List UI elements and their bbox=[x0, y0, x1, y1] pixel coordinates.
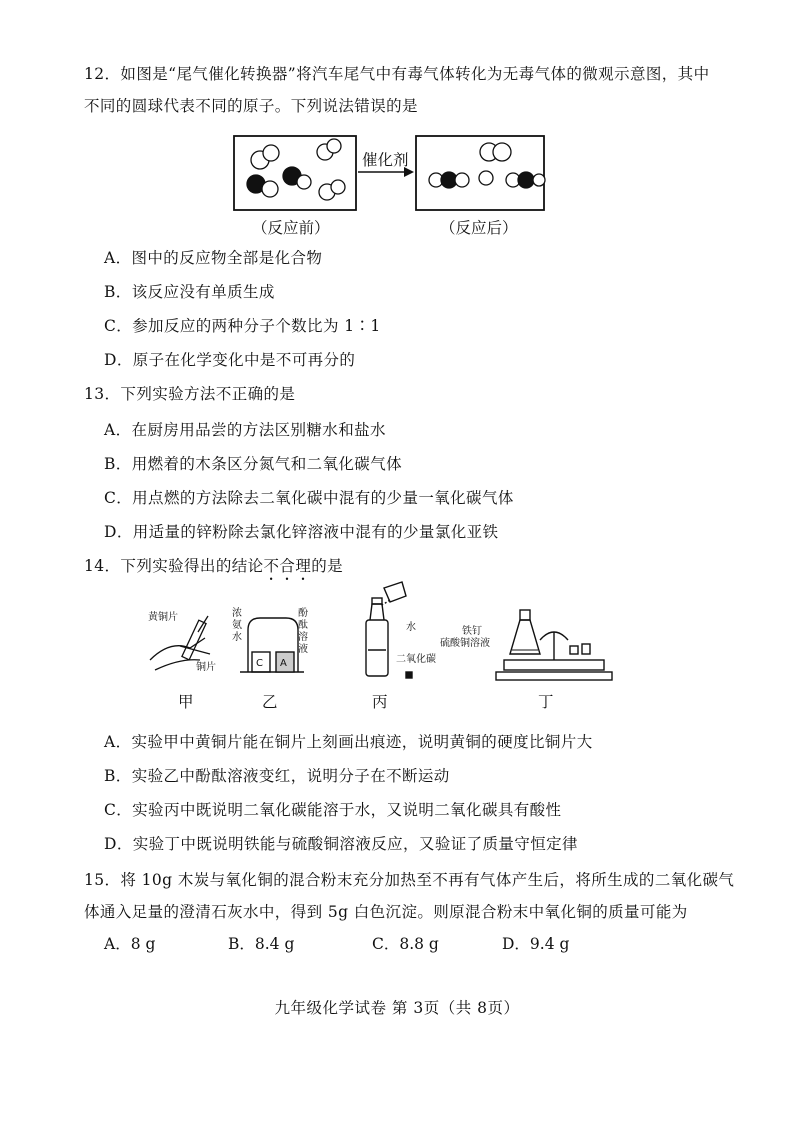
q14-stem-pre: 14．下列实验得出的结论 bbox=[84, 557, 264, 575]
before-molecules bbox=[247, 139, 345, 200]
caption-bing: 丙 bbox=[372, 693, 388, 711]
label-beaker-c: C bbox=[256, 658, 263, 669]
q15-stem bbox=[84, 864, 735, 928]
caption-jia: 甲 bbox=[178, 693, 194, 711]
page-footer: 九年级化学试卷 第 3页（共 8页） bbox=[274, 999, 520, 1017]
q15-option-c: C．8.8 g bbox=[372, 935, 439, 953]
caption-yi: 乙 bbox=[262, 693, 278, 711]
fig-yi-drawing bbox=[240, 618, 304, 672]
label-beaker-a: A bbox=[280, 658, 287, 669]
q13-option-c: C．用点燃的方法除去二氧化碳中混有的少量一氧化碳气体 bbox=[104, 489, 514, 507]
q13-option-d: D．用适量的锌粉除去氯化锌溶液中混有的少量氯化亚铁 bbox=[104, 523, 499, 541]
q13-option-b: B．用燃着的木条区分氮气和二氧化碳气体 bbox=[104, 455, 402, 473]
q12-line1: 12．如图是“尾气催化转换器”将汽车尾气中有毒气体转化为无毒气体的微观示意图，其中 bbox=[84, 65, 710, 83]
q14-experiment-figures bbox=[140, 580, 620, 690]
q14-stem-emphasis: 不合理 bbox=[263, 557, 312, 575]
label-liusuantong: 硫酸铜溶液 bbox=[440, 638, 490, 649]
q15-option-a: A．8 g bbox=[104, 935, 156, 953]
q14-option-c: C．实验丙中既说明二氧化碳能溶于水，又说明二氧化碳具有酸性 bbox=[104, 801, 562, 819]
q12-option-c: C．参加反应的两种分子个数比为 1∶1 bbox=[104, 317, 381, 335]
q14-option-d: D．实验丁中既说明铁能与硫酸铜溶液反应，又验证了质量守恒定律 bbox=[104, 835, 578, 853]
catalyst-label: 催化剂 bbox=[362, 151, 409, 169]
q12-option-a: A．图中的反应物全部是化合物 bbox=[104, 249, 323, 267]
q12-stem bbox=[84, 58, 724, 122]
q12-option-b: B．该反应没有单质生成 bbox=[104, 283, 275, 301]
label-eryanghuatan: 二氧化碳 bbox=[396, 654, 436, 665]
before-caption: （反应前） bbox=[252, 219, 330, 237]
label-nong-anshui: 浓氨水 bbox=[232, 608, 242, 643]
fig-ding-drawing bbox=[496, 610, 612, 680]
after-caption: （反应后） bbox=[440, 219, 518, 237]
q13-option-a: A．在厨房用品尝的方法区别糖水和盐水 bbox=[104, 421, 386, 439]
q15-line2: 体通入足量的澄清石灰水中，得到 5g 白色沉淀。则原混合粉末中氧化铜的质量可能为 bbox=[84, 903, 688, 921]
q15-line1: 15．将 10g 木炭与氧化铜的混合粉末充分加热至不再有气体产生后，将所生成的二氧化碳气 bbox=[84, 871, 735, 889]
q12-reaction-diagram bbox=[230, 132, 560, 214]
q14-option-b: B．实验乙中酚酞溶液变红，说明分子在不断运动 bbox=[104, 767, 450, 785]
q12-option-d: D．原子在化学变化中是不可再分的 bbox=[104, 351, 356, 369]
caption-ding: 丁 bbox=[538, 693, 554, 711]
q15-option-b: B．8.4 g bbox=[228, 935, 295, 953]
q12-line2: 不同的圆球代表不同的原子。下列说法错误的是 bbox=[84, 97, 418, 115]
q14-stem-post: 的是 bbox=[311, 557, 344, 575]
label-huangtong: 黄铜片 bbox=[148, 612, 178, 623]
q13-stem: 13．下列实验方法不正确的是 bbox=[84, 385, 296, 403]
label-tieding: 铁钉 bbox=[462, 626, 482, 637]
label-fenzhao: 酚酞溶液 bbox=[298, 608, 308, 655]
q14-option-a: A．实验甲中黄铜片能在铜片上刻画出痕迹，说明黄铜的硬度比铜片大 bbox=[104, 733, 593, 751]
label-tongpian: 铜片 bbox=[196, 662, 216, 673]
after-molecules bbox=[429, 143, 545, 188]
q14-stem bbox=[84, 550, 724, 584]
q15-option-d: D．9.4 g bbox=[502, 935, 570, 953]
label-shui: 水 bbox=[406, 622, 416, 633]
